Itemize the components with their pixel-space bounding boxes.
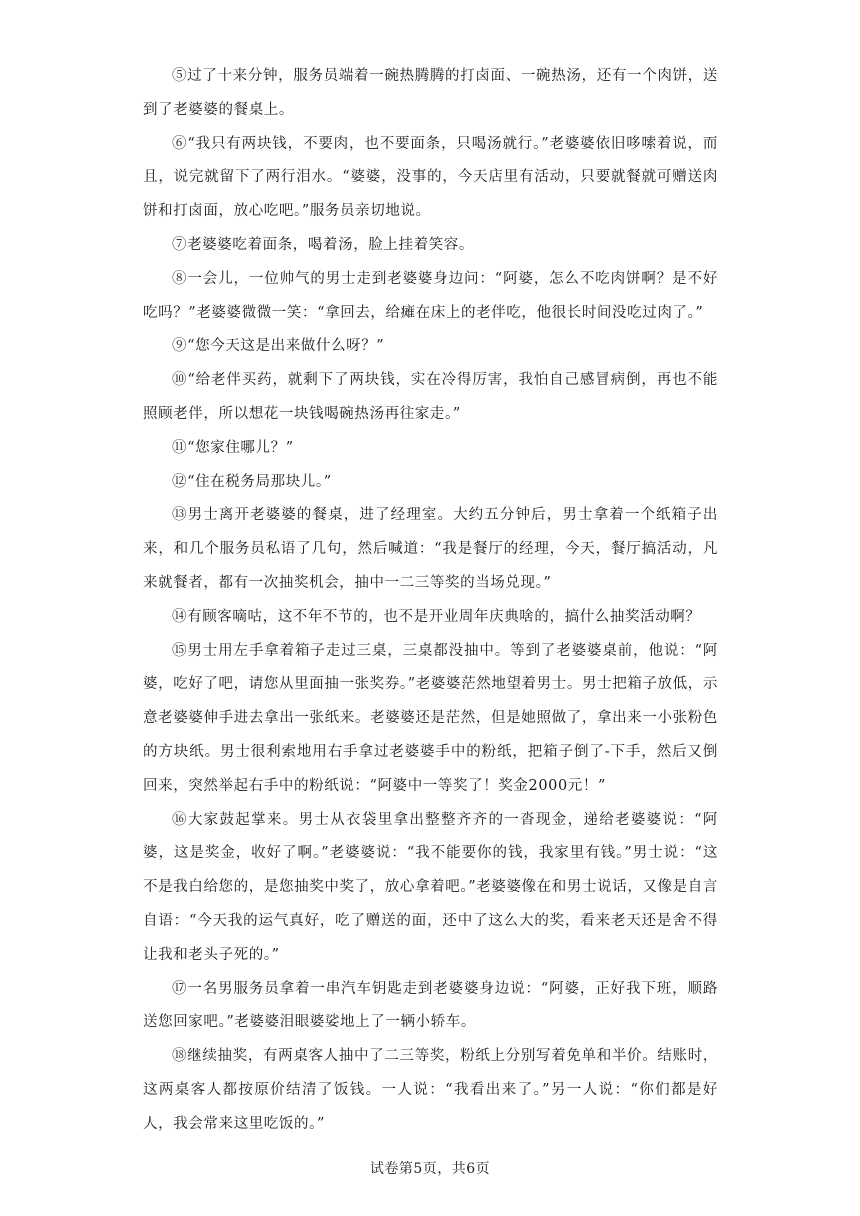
paragraph-12: ⑫“住在税务局那块儿。” bbox=[172, 473, 332, 490]
paragraph-17: ⑰一名男服务员拿着一串汽车钥匙走到老婆婆身边说：“阿婆，正好我下班，顺路送您回家吧。”老婆婆泪眼婆娑地上了一辆小轿车。 bbox=[143, 980, 718, 1031]
paragraph-18: ⑱继续抽奖，有两桌客人抽中了二三等奖，粉纸上分别写着免单和半价。结账时，这两桌客人都按原价结清了饭钱。一人说：“我看出来了。”另一人说：“你们都是好人，我会常来这里吃饭的。” bbox=[143, 1048, 718, 1132]
paragraph-10: ⑩“给老伴买药，就剩下了两块钱，实在冷得厉害，我怕自己感冒病倒，再也不能照顾老伴，所以想花一块钱喝碗热汤再往家走。” bbox=[143, 372, 718, 422]
paragraph-15: ⑮男士用左手拿着箱子走过三桌，三桌都没抽中。等到了老婆婆桌前，他说：“阿婆，吃好了吧，请您从里面抽一张奖券。”老婆婆茫然地望着男士。男士把箱子放低，示意老婆婆伸手进去拿出一张纸来。老婆婆还是茫然，但是她照做了，拿出来一小张粉色的方块纸。男士很利索地用右手拿过老婆婆手中的粉纸，把箱子倒了-下手，然后又倒回来，突然举起右手中的粉纸说：“阿婆中一等奖了！奖金2000元！” bbox=[143, 642, 718, 794]
paragraph-5: ⑤过了十来分钟，服务员端着一碗热腾腾的打卤面、一碗热汤，还有一个肉饼，送到了老婆婆的餐桌上。 bbox=[143, 68, 718, 118]
paragraph-6: ⑥“我只有两块钱，不要肉，也不要面条，只喝汤就行。”老婆婆依旧哆嗦着说，而且，说完就留下了两行泪水。“婆婆，没事的，今天店里有活动，只要就餐就可赠送肉饼和打卤面，放心吃吧。”服务员亲切地说。 bbox=[143, 135, 718, 220]
paragraph-9: ⑨“您今天这是出来做什么呀？” bbox=[172, 338, 385, 355]
paragraph-14: ⑭有顾客嘀咕，这不年不节的，也不是开业周年庆典啥的，搞什么抽奖活动啊？ bbox=[172, 608, 701, 625]
paragraph-13: ⑬男士离开老婆婆的餐桌，进了经理室。大约五分钟后，男士拿着一个纸箱子出来，和几个服务员私语了几句，然后喊道：“我是餐厅的经理，今天，餐厅搞活动，凡来就餐者，都有一次抽奖机会，抽中一二三等奖的当场兑现。” bbox=[143, 507, 718, 591]
document-body bbox=[143, 60, 718, 1142]
page-footer: 试卷第5页，共6页 bbox=[369, 1161, 491, 1177]
paragraph-8: ⑧一会儿，一位帅气的男士走到老婆婆身边问：“阿婆，怎么不吃肉饼啊？是不好吃吗？”老婆婆微微一笑：“拿回去，给瘫在床上的老伴吃，他很长时间没吃过肉了。” bbox=[143, 270, 718, 321]
paragraph-7: ⑦老婆婆吃着面条，喝着汤，脸上挂着笑容。 bbox=[172, 236, 474, 253]
paragraph-16: ⑯大家鼓起掌来。男士从衣袋里拿出整整齐齐的一沓现金，递给老婆婆说：“阿婆，这是奖金，收好了啊。”老婆婆说：“我不能要你的钱，我家里有钱。”男士说：“这不是我白给您的，是您抽奖中奖了，放心拿着吧。”老婆婆像在和男士说话，又像是自言自语：“今天我的运气真好，吃了赠送的面，还中了这么大的奖，看来老天还是舍不得让我和老头子死的。” bbox=[143, 811, 718, 963]
paragraph-11: ⑪“您家住哪儿？” bbox=[172, 439, 294, 456]
